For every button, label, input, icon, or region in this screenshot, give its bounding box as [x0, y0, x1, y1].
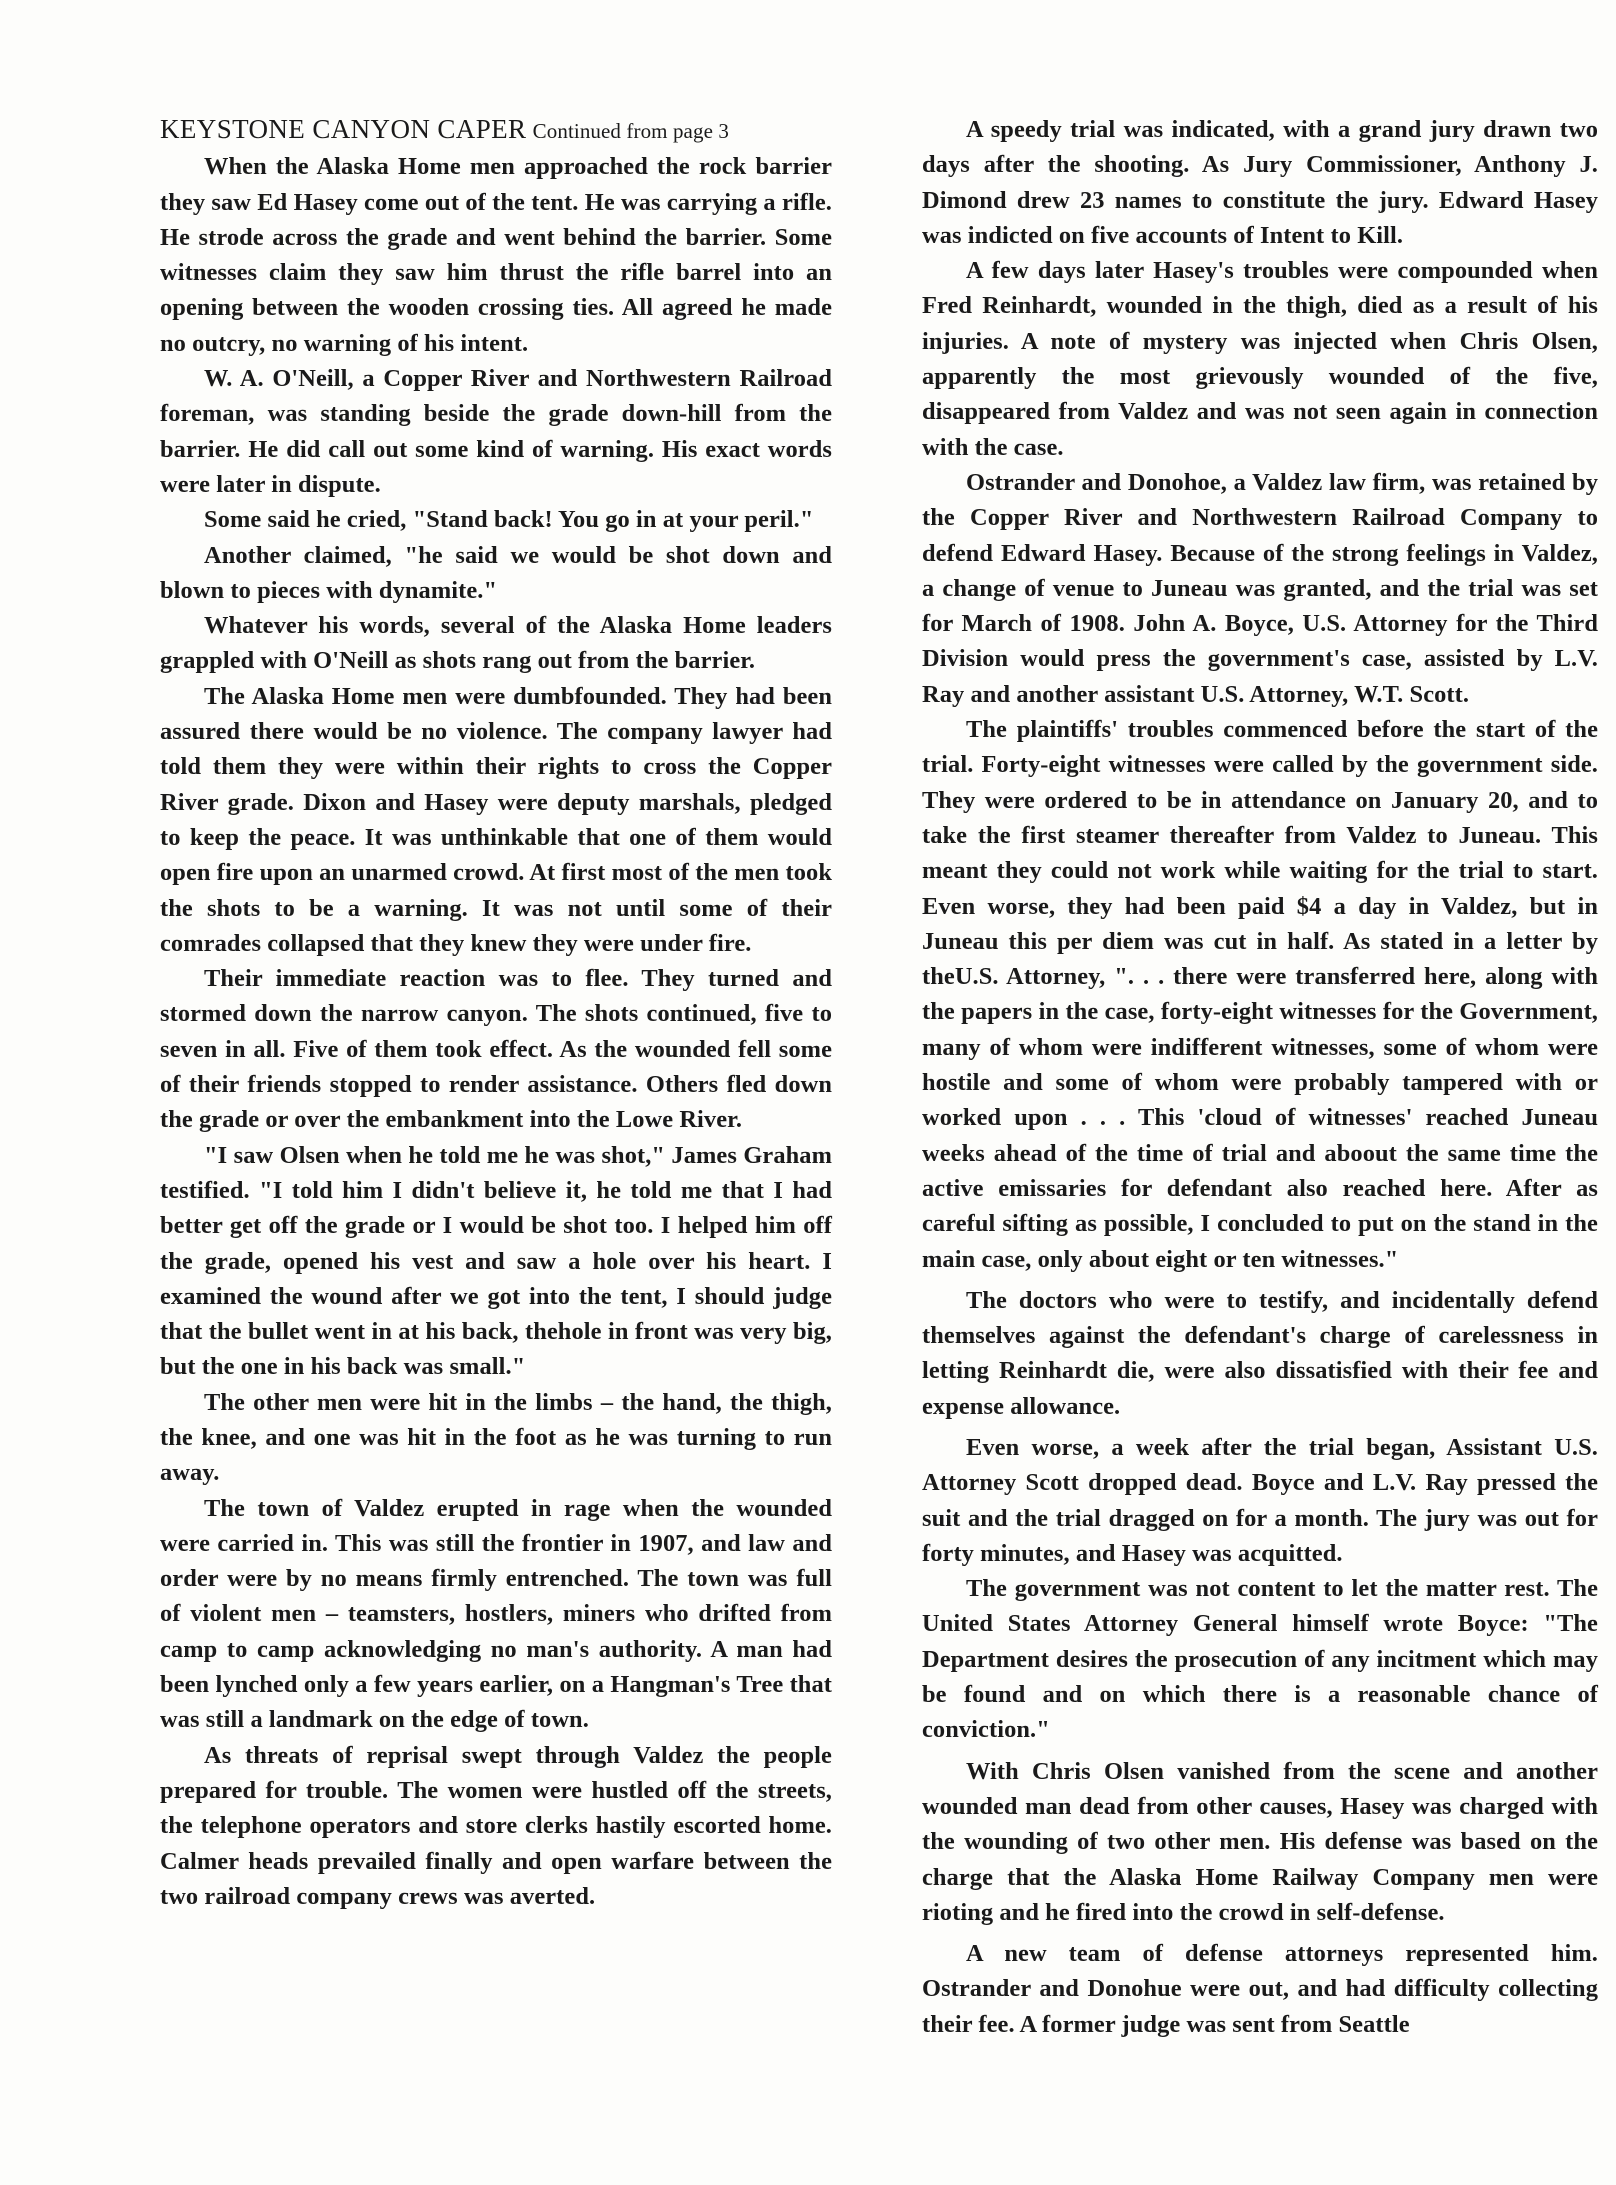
paragraph: Ostrander and Donohoe, a Valdez law firm, was retained by the Copper River and Northwestern Railroad Company to defend Edward Hasey. Because of the strong feelings in Valdez, a change of venue to Juneau was granted, and the trial was set for March of 1908. John A. Boyce, U.S. Attorney for the Third Division would press the government's case, assisted by L.V. Ray and another assistant U.S. Attorney, W.T. Scott.: [922, 468, 1598, 708]
paragraph: Another claimed, "he said we would be shot down and blown to pieces with dynamite.": [160, 541, 832, 604]
right-column: [922, 112, 1598, 2042]
paragraph: With Chris Olsen vanished from the scene and another wounded man dead from other causes, Hasey was charged with the wounding of two other men. His defense was based on the charge that the Alaska Home Railway Company men were rioting and he fired into the crowd in self-defense.: [922, 1757, 1598, 1926]
paragraph: The Alaska Home men were dumbfounded. They had been assured there would be no violence. The company lawyer had told them they were within their rights to cross the Copper River grade. Dixon and Hasey were deputy marshals, pledged to keep the peace. It was unthinkable that one of them would open fire upon an unarmed crowd. At first most of the men took the shots to be a warning. It was not until some of their comrades collapsed that they knew they were under fire.: [160, 682, 832, 957]
paragraph: Their immediate reaction was to flee. They turned and stormed down the narrow canyon. The shots continued, five to seven in all. Five of them took effect. As the wounded fell some of their friends stopped to render assistance. Others fled down the grade or over the embankment into the Lowe River.: [160, 965, 832, 1134]
paragraph: As threats of reprisal swept through Valdez the people prepared for trouble. The women were hustled off the streets, the telephone operators and store clerks hastily escorted home. Calmer heads prevailed finally and open warfare between the two railroad company crews was averted.: [160, 1741, 832, 1910]
paragraph: A few days later Hasey's troubles were compounded when Fred Reinhardt, wounded in the thigh, died as a result of his injuries. A note of mystery was injected when Chris Olsen, apparently the most grievously wounded of the five, disappeared from Valdez and was not seen again in connection with the case.: [922, 257, 1598, 461]
paragraph: "I saw Olsen when he told me he was shot," James Graham testified. "I told him I didn't believe it, he told me that I had better get off the grade or I would be shot too. I helped him off the grade, opened his vest and saw a hole over his heart. I examined the wound after we got into the tent, I should judge that the bullet went in at his back, thehole in front was very big, but the one in his back was small.": [160, 1141, 832, 1381]
paragraph: Whatever his words, several of the Alaska Home leaders grappled with O'Neill as shots rang out from the barrier.: [160, 612, 832, 675]
paragraph: A speedy trial was indicated, with a grand jury drawn two days after the shooting. As Jury Commissioner, Anthony J. Dimond drew 23 names to constitute the jury. Edward Hasey was indicted on five accounts of Intent to Kill.: [922, 116, 1598, 249]
article-heading: [160, 112, 832, 149]
paragraph: Some said he cried, "Stand back! You go in at your peril.": [204, 506, 814, 534]
article-headline: KEYSTONE CANYON CAPER: [160, 114, 527, 144]
paragraph: Even worse, a week after the trial began, Assistant U.S. Attorney Scott dropped dead. Boyce and L.V. Ray pressed the suit and the trial dragged on for a month. The jury was out for forty minutes, and Hasey was acquitted.: [922, 1433, 1598, 1567]
left-column: [160, 112, 832, 1914]
paragraph: A new team of defense attorneys represented him. Ostrander and Donohue were out, and had difficulty collecting their fee. A former judge was sent from Seattle: [922, 1940, 1598, 2038]
paragraph: The other men were hit in the limbs – the hand, the thigh, the knee, and one was hit in the foot as he was turning to run away.: [160, 1388, 832, 1487]
paragraph: The doctors who were to testify, and incidentally defend themselves against the defendant's charge of carelessness in letting Reinhardt die, were also dissatisfied with their fee and expense allowance.: [922, 1286, 1598, 1420]
paragraph: The government was not content to let the matter rest. The United States Attorney General himself wrote Boyce: "The Department desires the prosecution of any incitment which may be found and on which there is a reasonable chance of conviction.": [922, 1575, 1598, 1744]
paragraph: The plaintiffs' troubles commenced before the start of the trial. Forty-eight witnesses were called by the government side. They were ordered to be in attendance on January 20, and to take the first steamer thereafter from Valdez to Juneau. This meant they could not work while waiting for the trial to start. Even worse, they had been paid $4 a day in Valdez, but in Juneau this per diem was cut in half. As stated in a letter by theU.S. Attorney, ". . . there were transferred here, along with the papers in the case, forty-eight witnesses for the Government, many of whom were indifferent witnesses, some of whom were hostile and some of whom were probably tampered with or worked upon . . . This 'cloud of witnesses' reached Juneau weeks ahead of the time of trial and aboout the same time the active emissaries for defendant also reached here. After as careful sifting as possible, I concluded to put on the stand in the main case, only about eight or ten witnesses.": [922, 716, 1598, 1273]
paragraph: When the Alaska Home men approached the rock barrier they saw Ed Hasey come out of the tent. He was carrying a rifle. He strode across the grade and went behind the barrier. Some witnesses claim they saw him thrust the rifle barrel into an opening between the wooden crossing ties. All agreed he made no outcry, no warning of his intent.: [160, 153, 832, 357]
paragraph: W. A. O'Neill, a Copper River and Northwestern Railroad foreman, was standing beside the grade down-hill from the barrier. He did call out some kind of warning. His exact words were later in dispute.: [160, 365, 832, 498]
paragraph: The town of Valdez erupted in rage when the wounded were carried in. This was still the frontier in 1907, and law and order were by no means firmly entrenched. The town was full of violent men – teamsters, hostlers, miners who drifted from camp to camp acknowledging no man's authority. A man had been lynched only a few years earlier, on a Hangman's Tree that was still a landmark on the edge of town.: [160, 1494, 832, 1734]
continued-note: Continued from page 3: [532, 119, 729, 143]
